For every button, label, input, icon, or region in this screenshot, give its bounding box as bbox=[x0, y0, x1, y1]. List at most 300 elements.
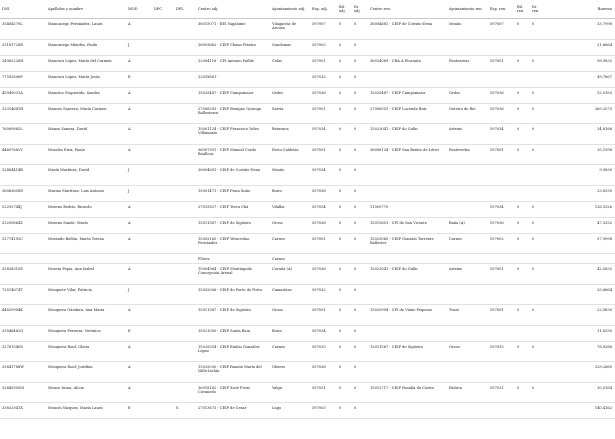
cell-dpc bbox=[152, 217, 174, 233]
cell-centro-ren: 15020994 - CPI de Viaño Pequeno bbox=[368, 305, 447, 326]
cell-baremo: 23,8330 bbox=[545, 185, 615, 201]
cell-centro-ren bbox=[368, 284, 447, 305]
cell-iti-adj: 0 bbox=[352, 87, 368, 103]
cell-centro-adj: 15011567 - CEIP de Sigüeiro bbox=[196, 217, 270, 233]
cell-dpl bbox=[174, 362, 196, 383]
cell-dpl bbox=[174, 305, 196, 326]
cell-apellidos-nombre: Marino Martínez, Luis Antonio bbox=[46, 185, 126, 201]
cell-baremo: 34,8166 bbox=[545, 124, 615, 145]
cell-bil-ren: 0 bbox=[515, 201, 530, 217]
cell-bil-ren bbox=[515, 165, 530, 186]
cell-centro-adj: 15002165 - CEIP Wenceslao Fernández bbox=[196, 233, 270, 254]
cell-ayuntamiento-ren bbox=[447, 325, 488, 341]
cell-esp-adj: 597036 bbox=[310, 264, 337, 285]
header-row bbox=[0, 0, 615, 19]
cell-esp-ren: 597001 bbox=[488, 264, 515, 285]
cell-ayuntamiento-adj: Gondomar bbox=[270, 39, 310, 55]
cell-dpl bbox=[174, 87, 196, 103]
cell-baremo: 269,2075 bbox=[545, 103, 615, 124]
cell-dpc bbox=[152, 264, 174, 285]
cell-dpl bbox=[174, 103, 196, 124]
cell-centro-adj: 27015827 - CEIP Terra Chá bbox=[196, 201, 270, 217]
cell-dpl bbox=[174, 233, 196, 254]
cell-ayuntamiento-adj bbox=[270, 71, 310, 87]
cell-baremo: 78,9288 bbox=[545, 341, 615, 362]
cell-baremo: 33,7998 bbox=[545, 19, 615, 40]
cell-esp-adj: 597003 bbox=[310, 403, 337, 419]
cell-iti-ren: 0 bbox=[530, 124, 545, 145]
cell-bil-ren bbox=[515, 71, 530, 87]
cell-iti-ren: 0 bbox=[530, 341, 545, 362]
cell-ayuntamiento-ren: Padrón bbox=[447, 382, 488, 403]
cell-iti-adj: 0 bbox=[352, 201, 368, 217]
cell-iti-ren bbox=[530, 185, 545, 201]
table-row bbox=[0, 19, 615, 40]
cell-dpc bbox=[152, 103, 174, 124]
cell-iti-adj: 0 bbox=[352, 103, 368, 124]
table-row bbox=[0, 362, 615, 383]
cell-centro-ren: 27008553 - CEIP Lucenda Buir bbox=[368, 103, 447, 124]
cell-dpc bbox=[152, 19, 174, 40]
table-row bbox=[0, 233, 615, 254]
cell-ayuntamiento-ren bbox=[447, 362, 488, 383]
cell-esp-adj: 597034 bbox=[310, 124, 337, 145]
table-body bbox=[0, 19, 615, 419]
cell-ayuntamiento-adj: Betanzos bbox=[270, 124, 310, 145]
cell-mod: J bbox=[126, 165, 152, 186]
cell-baremo: 52,0163 bbox=[545, 87, 615, 103]
cell-dni: 32761540D bbox=[0, 341, 46, 362]
cell-esp-ren bbox=[488, 362, 515, 383]
cell-apellidos-nombre: Mancanego Fernández, Laura bbox=[46, 19, 126, 40]
cell-iti-adj: 0 bbox=[352, 144, 368, 165]
cell-esp-ren: 597035 bbox=[488, 341, 515, 362]
table-row bbox=[0, 103, 615, 124]
cell-iti-adj: 0 bbox=[352, 185, 368, 201]
cell-centro-adj: 15004964 - CEIP Montiagudo Concepción Arenal bbox=[196, 264, 270, 285]
cell-dpl bbox=[174, 55, 196, 71]
cell-centro-ren: 15025487 - CEIP Campomaior bbox=[368, 87, 447, 103]
cell-dpl bbox=[174, 284, 196, 305]
cell-dpl bbox=[174, 124, 196, 145]
cell-centro-adj: Flórez bbox=[196, 254, 270, 264]
cell-ayuntamiento-adj: Carnes bbox=[270, 233, 310, 254]
table-row bbox=[0, 185, 615, 201]
cell-bil-ren: 0 bbox=[515, 103, 530, 124]
cell-dpc bbox=[152, 284, 174, 305]
cell-dpc bbox=[152, 124, 174, 145]
cell-iti-ren: 0 bbox=[530, 382, 545, 403]
cell-apellidos-nombre: Mosquera Gándara, Ana María bbox=[46, 305, 126, 326]
cell-bil-ren: 0 bbox=[515, 144, 530, 165]
cell-iti-adj: 0 bbox=[352, 403, 368, 419]
cell-bil-adj: 0 bbox=[337, 39, 352, 55]
cell-esp-adj: 597031 bbox=[310, 382, 337, 403]
cell-ayuntamiento-ren bbox=[447, 165, 488, 186]
cell-iti-adj: 0 bbox=[352, 382, 368, 403]
cell-ayuntamiento-ren: Pontevedra bbox=[447, 144, 488, 165]
cell-bil-adj: 0 bbox=[337, 185, 352, 201]
cell-ayuntamiento-ren: Arteixo bbox=[447, 264, 488, 285]
cell-esp-ren bbox=[488, 254, 515, 264]
cell-bil-ren: 0 bbox=[515, 217, 530, 233]
cell-dpc bbox=[152, 382, 174, 403]
cell-centro-adj: 36018162 - CEIP Xosé Fusto Covanedo bbox=[196, 382, 270, 403]
cell-ayuntamiento-ren: Arteixo bbox=[447, 124, 488, 145]
cell-iti-adj: 0 bbox=[352, 71, 368, 87]
cell-esp-adj: 597032 bbox=[310, 71, 337, 87]
cell-centro-adj: 15002006 - CEIP de Porto do Porto bbox=[196, 284, 270, 305]
cell-baremo: 22,9830 bbox=[545, 305, 615, 326]
cell-dni: 33832941X bbox=[0, 403, 46, 419]
table-row bbox=[0, 254, 615, 264]
cell-esp-ren: 597036 bbox=[488, 217, 515, 233]
column-header-mod: MOD bbox=[126, 0, 152, 19]
cell-bil-adj: 0 bbox=[337, 403, 352, 419]
cell-baremo: 229,2660 bbox=[545, 362, 615, 383]
cell-esp-ren bbox=[488, 39, 515, 55]
cell-ayuntamiento-adj: Boiro bbox=[270, 185, 310, 201]
cell-esp-adj: 597036 bbox=[310, 362, 337, 383]
cell-centro-ren: 15011567 - CEIP de Sigüeiro bbox=[368, 341, 447, 362]
cell-mod: A bbox=[126, 382, 152, 403]
cell-apellidos-nombre: Mancera López, María del Carmen bbox=[46, 55, 126, 71]
cell-centro-ren bbox=[368, 325, 447, 341]
cell-ayuntamiento-adj: Porto Caldelas bbox=[270, 144, 310, 165]
cell-baremo: 58,9832 bbox=[545, 55, 615, 71]
cell-dpl bbox=[174, 341, 196, 362]
cell-ayuntamiento-ren: Ponteareas bbox=[447, 55, 488, 71]
cell-esp-ren bbox=[488, 403, 515, 419]
cell-dni: 77592606P bbox=[0, 71, 46, 87]
cell-dni: 33314641H bbox=[0, 103, 46, 124]
cell-bil-ren: 0 bbox=[515, 305, 530, 326]
column-header-dpl: DPL bbox=[174, 0, 196, 19]
cell-dpl bbox=[174, 185, 196, 201]
column-header-iti-adj: Iti. adj. bbox=[352, 0, 368, 19]
cell-dpc bbox=[152, 71, 174, 87]
cell-iti-adj: 0 bbox=[352, 284, 368, 305]
cell-centro-adj: 15025030 - CEIP Ramón María del Valle-Inclán bbox=[196, 362, 270, 383]
cell-apellidos-nombre bbox=[46, 254, 126, 264]
cell-dpc bbox=[152, 165, 174, 186]
column-header-iti-ren: Iti. ren. bbox=[530, 0, 545, 19]
cell-centro-adj: 15025487 - CEIP Campomaior bbox=[196, 87, 270, 103]
cell-mod: J bbox=[126, 284, 152, 305]
cell-dni: 53181728R bbox=[0, 39, 46, 55]
cell-ayuntamiento-adj: Carnes bbox=[270, 254, 310, 264]
cell-ayuntamiento-ren bbox=[447, 39, 488, 55]
cell-esp-adj: 597038 bbox=[310, 185, 337, 201]
cell-esp-adj: 597034 bbox=[310, 201, 337, 217]
cell-centro-ren: 15023041 - CEIP do Gulín bbox=[368, 264, 447, 285]
cell-apellidos-nombre: Mosquete Vilar, Patricia bbox=[46, 284, 126, 305]
cell-iti-adj: 0 bbox=[352, 39, 368, 55]
cell-baremo: 30,0164 bbox=[545, 382, 615, 403]
column-header-dpc: DPC bbox=[152, 0, 174, 19]
cell-bil-ren: 0 bbox=[515, 233, 530, 254]
cell-bil-adj: 0 bbox=[337, 124, 352, 145]
cell-apellidos-nombre: Mancanego Méndez, Paula bbox=[46, 39, 126, 55]
cell-bil-ren bbox=[515, 39, 530, 55]
cell-esp-adj: 597007 bbox=[310, 19, 337, 40]
cell-dni: 35464570L bbox=[0, 19, 46, 40]
cell-esp-adj bbox=[310, 254, 337, 264]
cell-dni: 44829994K bbox=[0, 305, 46, 326]
cell-ayuntamiento-ren: Baña (A) bbox=[447, 217, 488, 233]
cell-dpl bbox=[174, 165, 196, 186]
cell-dpc bbox=[152, 144, 174, 165]
cell-dpc bbox=[152, 305, 174, 326]
table-row bbox=[0, 165, 615, 186]
cell-esp-ren bbox=[488, 165, 515, 186]
cell-apellidos-nombre: Manzo Saneza, David bbox=[46, 124, 126, 145]
cell-centro-adj: 36015071 - EEI Vagalume bbox=[196, 19, 270, 40]
cell-bil-ren: 0 bbox=[515, 19, 530, 40]
cell-iti-ren: 0 bbox=[530, 217, 545, 233]
table-row bbox=[0, 87, 615, 103]
cell-mod: A bbox=[126, 305, 152, 326]
cell-iti-adj: 0 bbox=[352, 55, 368, 71]
cell-centro-ren: 15023065 - CEIP Gonzalo Torrente Ballester bbox=[368, 233, 447, 254]
cell-ayuntamiento-adj: Boiro bbox=[270, 325, 310, 341]
cell-esp-adj: 597001 bbox=[310, 103, 337, 124]
cell-esp-adj: 597036 bbox=[310, 217, 337, 233]
cell-ayuntamiento-ren: Oroso bbox=[447, 341, 488, 362]
cell-baremo bbox=[545, 254, 615, 264]
cell-ayuntamiento-adj: Valga bbox=[270, 382, 310, 403]
cell-ayuntamiento-adj: Oroso bbox=[270, 305, 310, 326]
cell-centro-ren: 15012717 - CEIP Rosalía de Castro bbox=[368, 382, 447, 403]
cell-iti-ren bbox=[530, 254, 545, 264]
cell-mod: J bbox=[126, 185, 152, 201]
cell-esp-ren bbox=[488, 185, 515, 201]
cell-bil-ren: 0 bbox=[515, 55, 530, 71]
table-header bbox=[0, 0, 615, 19]
cell-esp-ren: 597031 bbox=[488, 382, 515, 403]
cell-dpc bbox=[152, 403, 174, 419]
cell-iti-ren bbox=[530, 39, 545, 55]
cell-apellidos-nombre: Morales Eiriz, Paula bbox=[46, 144, 126, 165]
cell-bil-adj: 0 bbox=[337, 264, 352, 285]
column-header-bil-adj: Bil. adj. bbox=[337, 0, 352, 19]
cell-dpl bbox=[174, 217, 196, 233]
cell-ayuntamiento-ren bbox=[447, 185, 488, 201]
column-header-centro-ren: Centro ren. bbox=[368, 0, 447, 19]
column-header-baremo: Baremo bbox=[545, 0, 615, 19]
cell-esp-adj: 597034 bbox=[310, 325, 337, 341]
cell-dni: 33841788W bbox=[0, 362, 46, 383]
cell-esp-ren: 597002 bbox=[488, 233, 515, 254]
cell-centro-ren: 36006134 - CEIP San Benito de Lérez bbox=[368, 144, 447, 165]
cell-apellidos-nombre: Mosquera Rouf, Gloria bbox=[46, 341, 126, 362]
table-row bbox=[0, 382, 615, 403]
cell-esp-ren: 597001 bbox=[488, 305, 515, 326]
cell-ayuntamiento-adj: Oroso bbox=[270, 217, 310, 233]
cell-dni: 73514674T bbox=[0, 284, 46, 305]
cell-dpl bbox=[174, 19, 196, 40]
cell-dpc bbox=[152, 201, 174, 217]
table-row bbox=[0, 144, 615, 165]
table-row bbox=[0, 201, 615, 217]
cell-dpc bbox=[152, 39, 174, 55]
cell-esp-adj: 597032 bbox=[310, 284, 337, 305]
cell-baremo: 57,9998 bbox=[545, 233, 615, 254]
cell-dni: 33259664Z bbox=[0, 217, 46, 233]
cell-mod: A bbox=[126, 87, 152, 103]
cell-mod: A bbox=[126, 362, 152, 383]
cell-bil-ren: 0 bbox=[515, 382, 530, 403]
cell-apellidos-nombre: Moncín Vázquez, María Laura bbox=[46, 403, 126, 419]
cell-bil-ren: 0 bbox=[515, 341, 530, 362]
cell-dpl: S bbox=[174, 403, 196, 419]
cell-centro-ren: 11000770 - bbox=[368, 201, 447, 217]
cell-bil-ren: 0 bbox=[515, 264, 530, 285]
cell-centro-ren bbox=[368, 39, 447, 55]
cell-baremo: 11,8330 bbox=[545, 325, 615, 341]
table-row bbox=[0, 39, 615, 55]
cell-bil-ren bbox=[515, 284, 530, 305]
cell-apellidos-nombre: Marín Martínez, David bbox=[46, 165, 126, 186]
cell-ayuntamiento-adj: Sarria bbox=[270, 103, 310, 124]
cell-centro-adj: 27013673 - CEIP de Cesar bbox=[196, 403, 270, 419]
cell-esp-adj: 597034 bbox=[310, 165, 337, 186]
cell-centro-ren bbox=[368, 185, 447, 201]
cell-ayuntamiento-adj: Oleiros bbox=[270, 362, 310, 383]
cell-dni: 32843950M bbox=[0, 382, 46, 403]
cell-esp-ren: 597007 bbox=[488, 19, 515, 40]
cell-iti-ren bbox=[530, 362, 545, 383]
cell-mod: J bbox=[126, 39, 152, 55]
cell-ayuntamiento-adj: Meaño bbox=[270, 165, 310, 186]
cell-centro-adj: 36007991 - CEIP Manuel Cordo Boullosa bbox=[196, 144, 270, 165]
cell-iti-ren: 0 bbox=[530, 103, 545, 124]
cell-esp-adj: 597001 bbox=[310, 233, 337, 254]
cell-iti-ren: 0 bbox=[530, 305, 545, 326]
cell-baremo: 21,6664 bbox=[545, 39, 615, 55]
table-row bbox=[0, 217, 615, 233]
cell-dni: 36063658D bbox=[0, 185, 46, 201]
cell-apellidos-nombre: Mancera López, María Jesús bbox=[46, 71, 126, 87]
cell-iti-ren: 0 bbox=[530, 19, 545, 40]
cell-bil-adj: 0 bbox=[337, 284, 352, 305]
cell-mod: A bbox=[126, 55, 152, 71]
cell-baremo: 35,1998 bbox=[545, 144, 615, 165]
cell-dni: 33546482Q bbox=[0, 325, 46, 341]
cell-dpl bbox=[174, 325, 196, 341]
cell-bil-ren bbox=[515, 362, 530, 383]
cell-centro-ren: 36004681 - CEIP de Cortiño-Dena bbox=[368, 19, 447, 40]
cell-baremo: 25,6664 bbox=[545, 284, 615, 305]
cell-dni: 45949031A bbox=[0, 87, 46, 103]
cell-ayuntamiento-adj: Vilalba bbox=[270, 201, 310, 217]
cell-bil-adj bbox=[337, 254, 352, 264]
cell-bil-adj: 0 bbox=[337, 19, 352, 40]
cell-mod: A bbox=[126, 103, 152, 124]
cell-centro-ren bbox=[368, 403, 447, 419]
cell-bil-adj: 0 bbox=[337, 305, 352, 326]
cell-centro-adj: 15001471 - CEIP Praia Xuño bbox=[196, 185, 270, 201]
cell-bil-adj: 0 bbox=[337, 382, 352, 403]
column-header-esp-ren: Esp. ren. bbox=[488, 0, 515, 19]
cell-ayuntamiento-ren: Outeiro de Rei bbox=[447, 103, 488, 124]
table-row bbox=[0, 403, 615, 419]
cell-esp-ren bbox=[488, 325, 515, 341]
cell-mod: E bbox=[126, 71, 152, 87]
cell-apellidos-nombre: Moreta Pepia, Ana Isabel bbox=[46, 264, 126, 285]
cell-esp-ren: 597036 bbox=[488, 103, 515, 124]
cell-centro-ren: 36024069 - CRA A Picaraña bbox=[368, 55, 447, 71]
cell-dpl bbox=[174, 201, 196, 217]
cell-iti-ren: 0 bbox=[530, 201, 545, 217]
cell-ayuntamiento-ren bbox=[447, 201, 488, 217]
cell-centro-ren bbox=[368, 71, 447, 87]
cell-centro-adj: 15001124 - CEIP Francisco Vales Villamarín bbox=[196, 124, 270, 145]
cell-dni: 44607682V bbox=[0, 144, 46, 165]
table-row bbox=[0, 55, 615, 71]
cell-bil-adj: 0 bbox=[337, 233, 352, 254]
table-row bbox=[0, 325, 615, 341]
cell-ayuntamiento-adj: Vilagarcía de Arousa bbox=[270, 19, 310, 40]
table-row bbox=[0, 341, 615, 362]
cell-dpl bbox=[174, 382, 196, 403]
cell-dpl bbox=[174, 71, 196, 87]
cell-bil-adj: 0 bbox=[337, 144, 352, 165]
cell-iti-adj: 0 bbox=[352, 362, 368, 383]
cell-iti-ren bbox=[530, 284, 545, 305]
cell-esp-ren: 597034 bbox=[488, 201, 515, 217]
column-header-dni: DNI bbox=[0, 0, 46, 19]
column-header-ayuntamiento-ren: Ayuntamiento ren. bbox=[447, 0, 488, 19]
cell-iti-adj: 0 bbox=[352, 233, 368, 254]
cell-ayuntamiento-adj: Camariñas bbox=[270, 284, 310, 305]
cell-ayuntamiento-adj: Coruña (A) bbox=[270, 264, 310, 285]
cell-bil-ren: 0 bbox=[515, 124, 530, 145]
cell-bil-adj: 0 bbox=[337, 325, 352, 341]
cell-iti-adj: 0 bbox=[352, 19, 368, 40]
cell-dpc bbox=[152, 362, 174, 383]
cell-bil-adj: 0 bbox=[337, 341, 352, 362]
cell-iti-adj: 0 bbox=[352, 124, 368, 145]
cell-bil-ren bbox=[515, 185, 530, 201]
cell-bil-ren bbox=[515, 403, 530, 419]
column-header-centro-adj: Centro adj. bbox=[196, 0, 270, 19]
cell-mod: A bbox=[126, 201, 152, 217]
cell-bil-adj: 0 bbox=[337, 87, 352, 103]
cell-iti-ren: 0 bbox=[530, 55, 545, 71]
cell-centro-adj: 32004118 - CPI Antonio Faílde bbox=[196, 55, 270, 71]
cell-dpc bbox=[152, 55, 174, 71]
cell-centro-adj: 36004691 - CEIP de Cortiño-Dena bbox=[196, 165, 270, 186]
cell-bil-ren bbox=[515, 254, 530, 264]
cell-iti-adj: 0 bbox=[352, 264, 368, 285]
cell-iti-ren: 0 bbox=[530, 87, 545, 103]
cell-dpc bbox=[152, 185, 174, 201]
cell-esp-adj: 597001 bbox=[310, 55, 337, 71]
cell-bil-adj: 0 bbox=[337, 71, 352, 87]
cell-baremo: 47,3332 bbox=[545, 217, 615, 233]
cell-mod: A bbox=[126, 19, 152, 40]
cell-mod: A bbox=[126, 341, 152, 362]
cell-bil-adj: 0 bbox=[337, 217, 352, 233]
cell-esp-adj: 597001 bbox=[310, 144, 337, 165]
cell-mod: A bbox=[126, 124, 152, 145]
cell-dni: 34962226H bbox=[0, 55, 46, 71]
cell-dni: 32484414B bbox=[0, 165, 46, 186]
cell-esp-ren: 597001 bbox=[488, 144, 515, 165]
cell-iti-adj bbox=[352, 254, 368, 264]
cell-centro-ren: 15023041 - CEIP do Gulín bbox=[368, 124, 447, 145]
